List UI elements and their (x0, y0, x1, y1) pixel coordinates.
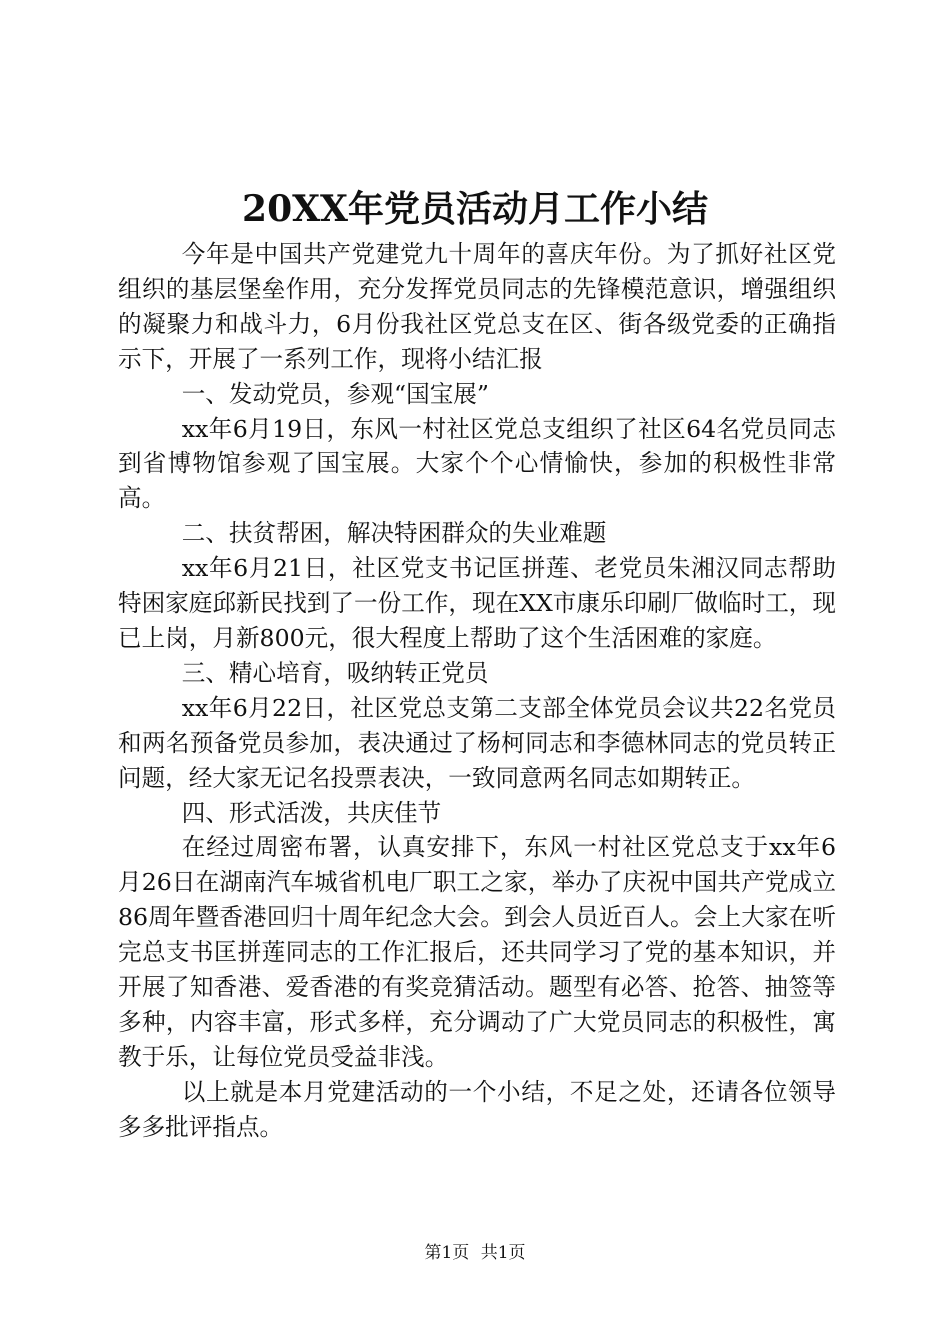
section-heading-3: 三、精心培育，吸纳转正党员 (181, 658, 489, 687)
section-heading-4: 四、形式活泼，共庆佳节 (181, 798, 442, 827)
document-body (118, 237, 836, 1145)
section-paragraph-4: 在经过周密布署，认真安排下，东风一村社区党总支于xx年6月26日在湖南汽车城省机电厂职工之家，举办了庆祝中国共产党成立86周年暨香港回归十周年纪念大会。到会人员近百人。会上大家在听完总支书匡拼莲同志的工作汇报后，还共同学习了党的基本知识，并开展了知香港、爱香港的有奖竞猜活动。题型有必答、抢答、抽签等多种，内容丰富，形式多样，充分调动了广大党员同志的积极性，寓教于乐，让每位党员受益非浅。 (118, 833, 836, 1071)
intro-paragraph: 今年是中国共产党建党九十周年的喜庆年份。为了抓好社区党组织的基层堡垒作用，充分发挥党员同志的先锋模范意识，增强组织的凝聚力和战斗力，6月份我社区党总支在区、街各级党委的正确指示下，开展了一系列工作，现将小结汇报 (118, 240, 836, 373)
section-paragraph-2: xx年6月21日，社区党支书记匡拼莲、老党员朱湘汉同志帮助特困家庭邱新民找到了一份工作，现在XX市康乐印刷厂做临时工，现已上岗，月新800元，很大程度上帮助了这个生活困难的家庭。 (118, 554, 836, 652)
section-heading-1: 一、发动党员，参观“国宝展” (181, 379, 489, 408)
page-number: 第1页 (424, 1243, 470, 1263)
section-paragraph-1: xx年6月19日，东风一村社区党总支组织了社区64名党员同志到省博物馆参观了国宝展。大家个个心情愉快，参加的积极性非常高。 (118, 414, 836, 513)
page-total: 共1页 (480, 1243, 526, 1263)
document-title: 20XX年党员活动月工作小结 (242, 188, 708, 230)
section-paragraph-3: xx年6月22日，社区党总支第二支部全体党员会议共22名党员和两名预备党员参加，表决通过了杨柯同志和李德林同志的党员转正问题，经大家无记名投票表决，一致同意两名同志如期转正。 (118, 693, 836, 792)
closing-paragraph: 以上就是本月党建活动的一个小结，不足之处，还请各位领导多多批评指点。 (118, 1077, 836, 1141)
page-footer (0, 1241, 950, 1265)
section-heading-2: 二、扶贫帮困，解决特困群众的失业难题 (181, 519, 607, 548)
